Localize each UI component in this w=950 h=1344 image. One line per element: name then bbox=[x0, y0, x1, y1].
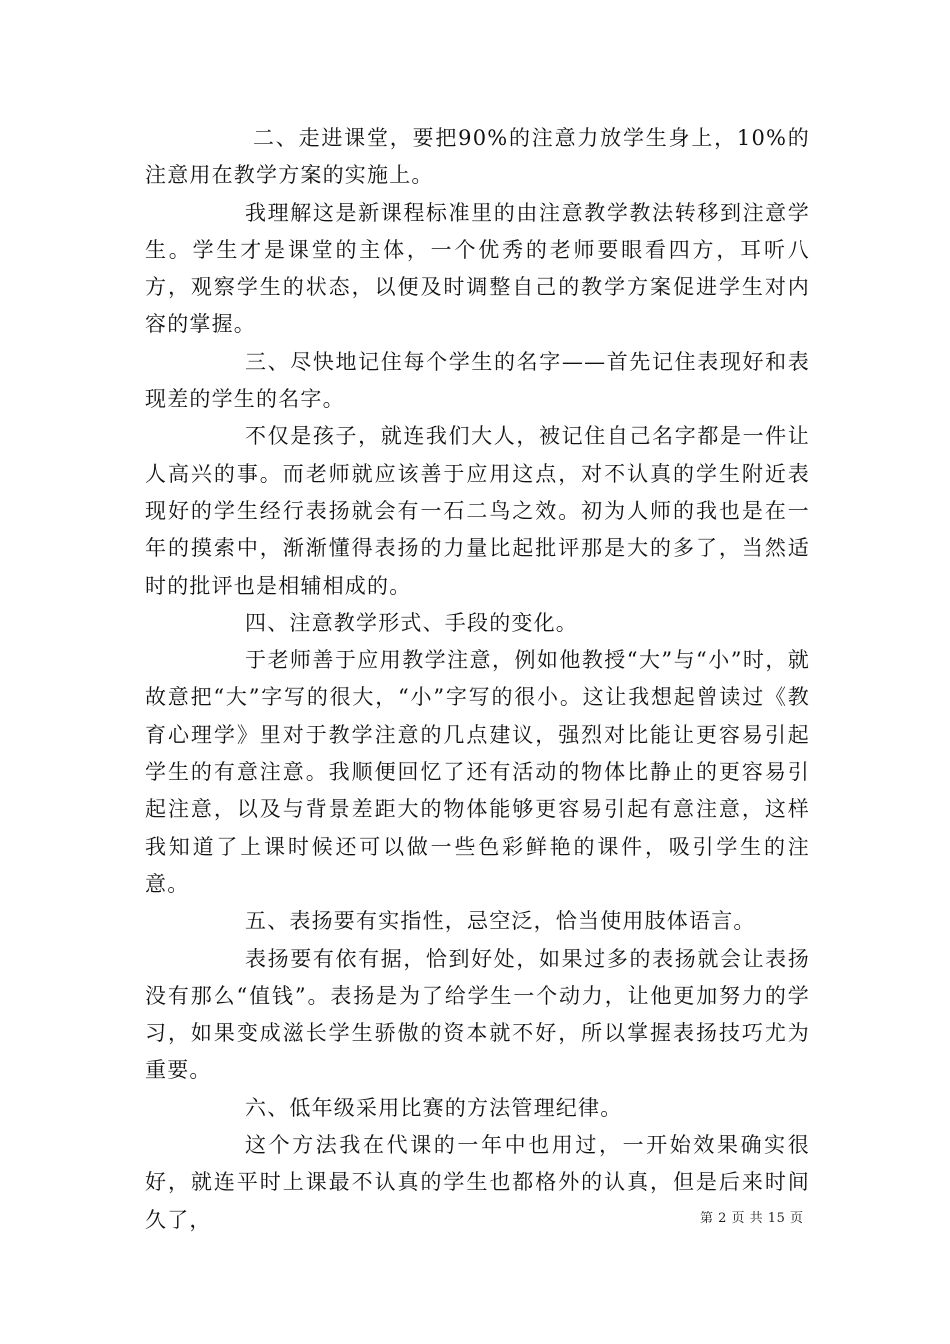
page-number: 第 2 页 共 15 页 bbox=[700, 1211, 804, 1226]
paragraph: 我理解这是新课程标准里的由注意教学教法转移到注意学生。学生才是课堂的主体，一个优秀的老师要眼看四方，耳听八方，观察学生的状态，以便及时调整自己的教学方案促进学生对内容的掌握。 bbox=[145, 200, 810, 337]
paragraph-heading-6: 六、低年级采用比赛的方法管理纪律。 bbox=[245, 1095, 623, 1120]
paragraph-heading-3: 三、尽快地记住每个学生的名字——首先记住表现好和表现差的学生的名字。 bbox=[145, 349, 810, 412]
paragraph-heading-5: 五、表扬要有实指性，忌空泛，恰当使用肢体语言。 bbox=[245, 909, 756, 934]
paragraph: 这个方法我在代课的一年中也用过，一开始效果确实很好，就连平时上课最不认真的学生也都格外的认真，但是后来时间久了， bbox=[145, 1133, 810, 1232]
paragraph: 不仅是孩子，就连我们大人，被记住自己名字都是一件让人高兴的事。而老师就应该善于应用这点，对不认真的学生附近表现好的学生经行表扬就会有一石二鸟之效。初为人师的我也是在一年的摸索中，渐渐懂得表扬的力量比起批评那是大的多了，当然适时的批评也是相辅相成的。 bbox=[145, 424, 810, 598]
paragraph: 于老师善于应用教学注意，例如他教授“大”与“小”时，就故意把“大”字写的很大，“小”字写的很小。这让我想起曾读过《教育心理学》里对于教学注意的几点建议，强烈对比能让更容易引起学生的有意注意。我顺便回忆了还有活动的物体比静止的更容易引起注意，以及与背景差距大的物体能够更容易引起有意注意，这样我知道了上课时候还可以做一些色彩鲜艳的课件，吸引学生的注意。 bbox=[145, 648, 810, 896]
paragraph: 表扬要有依有据，恰到好处，如果过多的表扬就会让表扬没有那么“值钱”。表扬是为了给学生一个动力，让他更加努力的学习，如果变成滋长学生骄傲的资本就不好，所以掌握表扬技巧尤为重要。 bbox=[145, 946, 810, 1083]
paragraph-heading-2: 二、走进课堂，要把90%的注意力放学生身上，10%的注意用在教学方案的实施上。 bbox=[145, 126, 810, 188]
paragraph-heading-4: 四、注意教学形式、手段的变化。 bbox=[245, 610, 578, 635]
document-body bbox=[145, 120, 810, 1239]
